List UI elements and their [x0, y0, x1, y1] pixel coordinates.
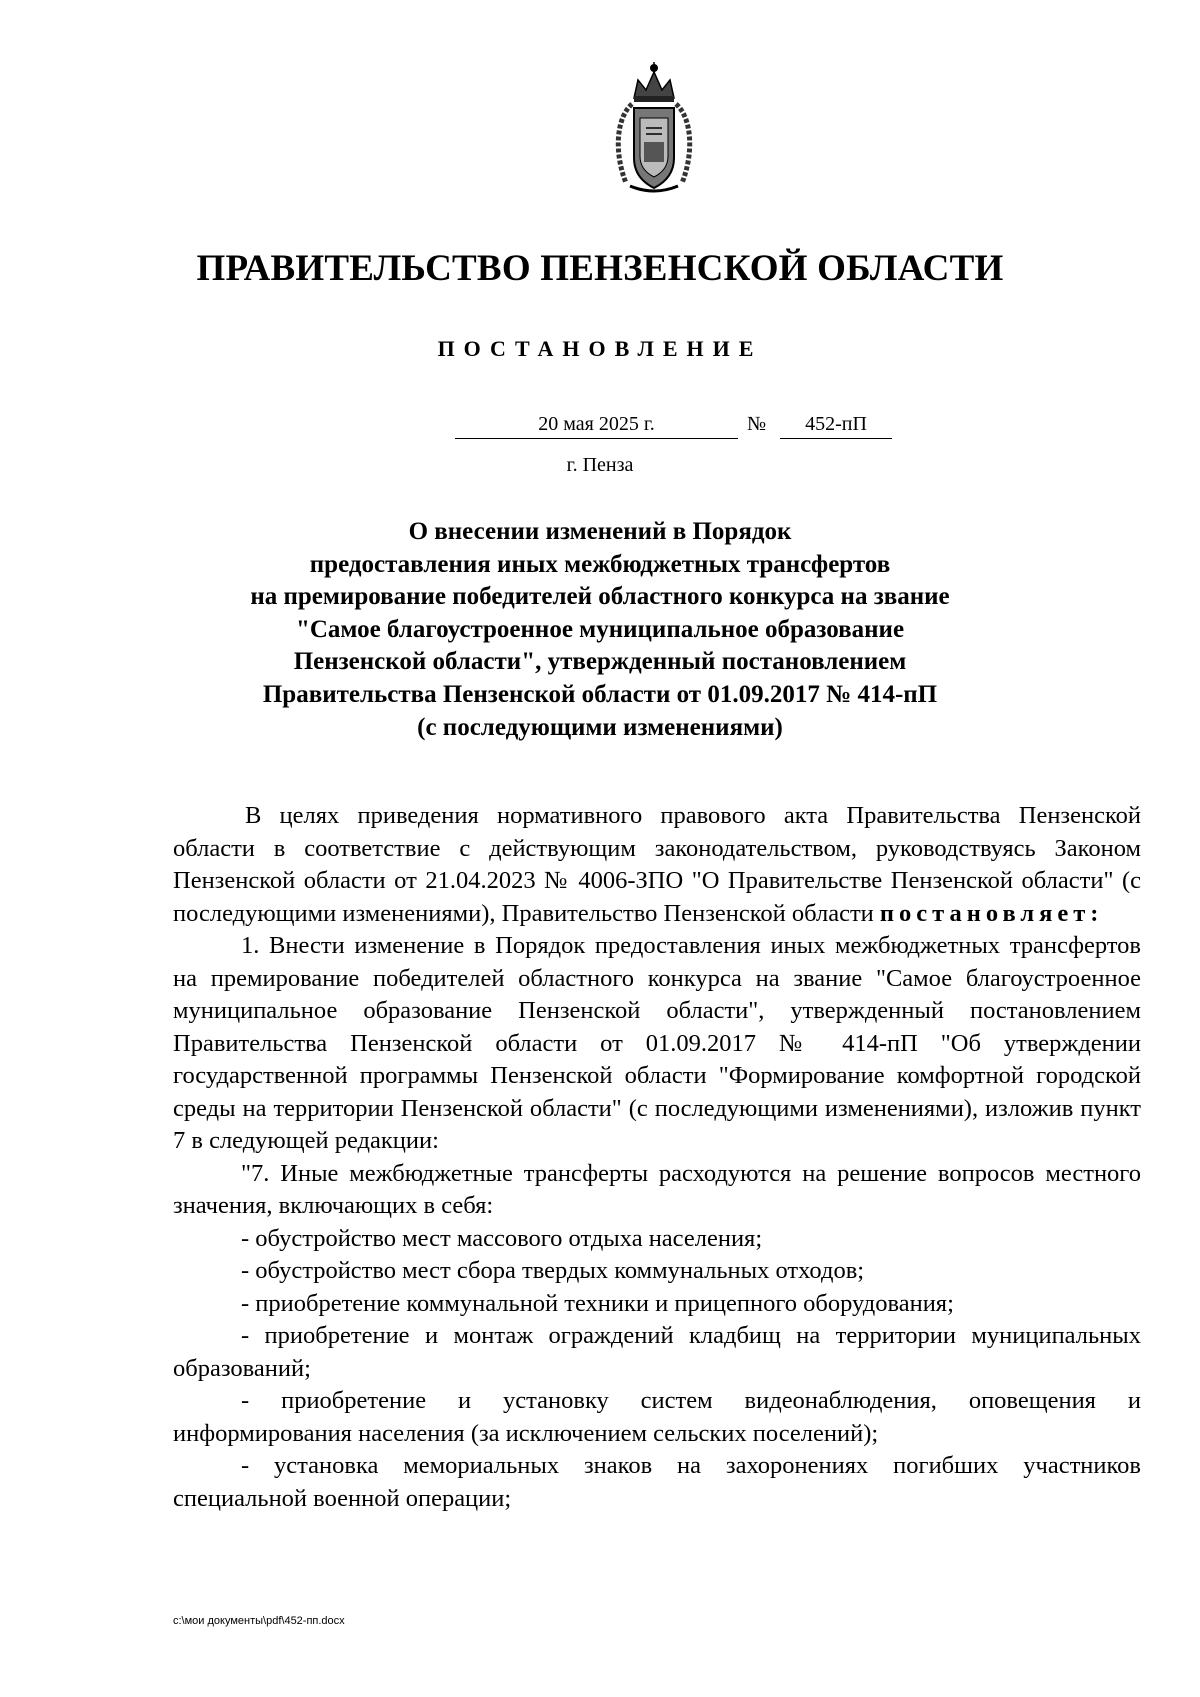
authority-name: ПРАВИТЕЛЬСТВО ПЕНЗЕНСКОЙ ОБЛАСТИ	[196, 248, 1004, 289]
list-item: - приобретение и монтаж ограждений кладбищ на территории муниципальных образований;	[173, 1322, 1141, 1382]
list-item: - приобретение коммунальной техники и прицепного оборудования;	[241, 1289, 954, 1317]
title-line: "Самое благоустроенное муниципальное образование	[295, 615, 905, 643]
coat-of-arms-icon	[604, 58, 704, 198]
title-line: на премирование победителей областного конкурса на звание	[250, 583, 950, 611]
preamble-text: В целях приведения нормативного правового акта Правительства Пензенской области в соответствие с действующим законодательством, руководствуясь Законом Пензенской области от 21.04.2023 № 4006-ЗПО "О Правительстве Пензенской области" (с последующими изменениями), Правительство Пензенской области	[173, 802, 1141, 927]
item-1-paragraph: 1. Внести изменение в Порядок предоставления иных межбюджетных трансфертов на премирование победителей областного конкурса на звание "Самое благоустроенное муниципальное образование Пензенской области", утвержденный постановлением Правительства Пензенской области от 01.09.2017 № 414-пП "Об утверждении государственной программы Пензенской области "Формирование комфортной городской среды на территории Пензенской области" (с последующими изменениями), изложив пункт 7 в следующей редакции:	[173, 932, 1141, 1154]
date-number-line	[455, 413, 900, 443]
document-type: ПОСТАНОВЛЕНИЕ	[437, 336, 763, 361]
preamble-paragraph	[173, 800, 1141, 930]
point-7-paragraph: "7. Иные межбюджетные трансферты расходуются на решение вопросов местного значения, включающих в себя:	[173, 1159, 1141, 1219]
document-number: 452-пП	[780, 413, 892, 439]
document-date: 20 мая 2025 г.	[455, 413, 738, 439]
file-path-footer: c:\мои документы\pdf\452-пп.docx	[173, 1615, 345, 1627]
title-line: Правительства Пензенской области от 01.09.2017 № 414-пП	[262, 680, 938, 708]
document-body	[173, 800, 1141, 1515]
title-line: (с последующими изменениями)	[417, 713, 783, 741]
resolves-word: постановляет:	[879, 899, 1104, 927]
list-item: - обустройство мест массового отдыха населения;	[241, 1224, 763, 1252]
title-line: предоставления иных межбюджетных трансфертов	[309, 550, 891, 578]
number-sign: №	[747, 413, 767, 435]
list-item: - приобретение и установку систем видеонаблюдения, оповещения и информирования населения (за исключением сельских поселений);	[173, 1387, 1141, 1447]
document-title	[150, 516, 1050, 744]
list-item: - установка мемориальных знаков на захоронениях погибших участников специальной военной операции;	[173, 1452, 1141, 1512]
title-line: О внесении изменений в Порядок	[408, 518, 792, 545]
document-city: г. Пенза	[566, 454, 634, 476]
title-line: Пензенской области", утвержденный постановлением	[293, 648, 907, 676]
list-item: - обустройство мест сбора твердых коммунальных отходов;	[241, 1257, 865, 1284]
